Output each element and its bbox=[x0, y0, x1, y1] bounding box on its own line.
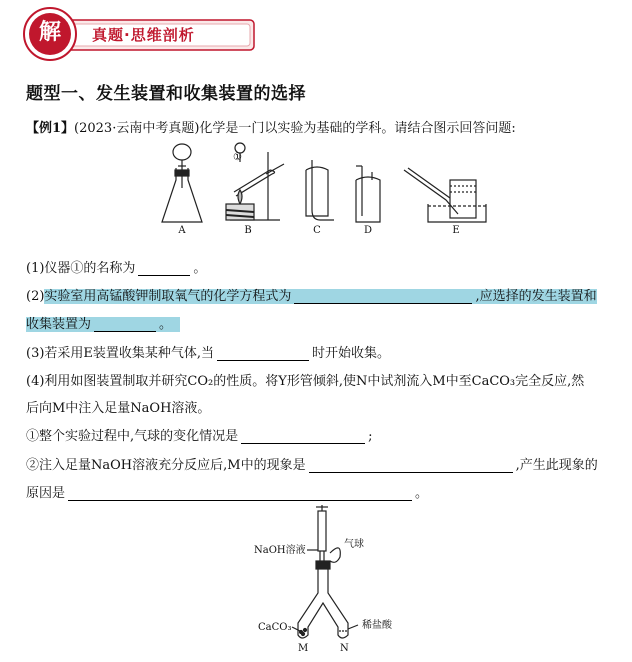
label-caco3: CaCO₃ bbox=[258, 622, 292, 633]
banner-badge: 解 bbox=[38, 20, 61, 45]
question-2-line2 bbox=[26, 313, 180, 332]
q2-text: 实验室用高锰酸钾制取氧气的化学方程式为 bbox=[44, 289, 292, 304]
example-text: 化学是一门以实验为基础的学科。请结合图示回答问题: bbox=[199, 121, 516, 136]
q1-answer-blank[interactable] bbox=[138, 261, 190, 276]
example-intro bbox=[26, 117, 516, 136]
q2-equation-blank[interactable] bbox=[294, 289, 472, 304]
example-source: (2023·云南中考真题) bbox=[74, 121, 200, 136]
question-4b bbox=[26, 454, 598, 473]
apparatus-label-b: B bbox=[244, 225, 252, 235]
question-4-line1: (4)利用如图装置制取并研究CO₂的性质。将Y形管倾斜,使N中试剂流入M中至CaCO₃完全反应,然 bbox=[26, 374, 585, 389]
banner-title: 真题·思维剖析 bbox=[92, 26, 195, 44]
apparatus-label-c: C bbox=[313, 225, 321, 235]
q2-mid: ,应选择的发生装置和 bbox=[475, 289, 597, 304]
apparatus-d bbox=[356, 166, 380, 222]
question-4c bbox=[26, 482, 428, 501]
question-1 bbox=[26, 257, 206, 276]
q2-collect-blank[interactable] bbox=[94, 317, 156, 332]
q4a-text: ①整个实验过程中,气球的变化情况是 bbox=[26, 429, 239, 444]
example-tag: 【例1】 bbox=[26, 121, 75, 136]
q2-prefix: (2) bbox=[26, 289, 45, 304]
q2-end: 。 bbox=[159, 317, 173, 332]
q4b-text: ②注入足量NaOH溶液充分反应后,M中的现象是 bbox=[26, 458, 306, 473]
q4c-end: 。 bbox=[415, 486, 429, 501]
apparatus-figure bbox=[150, 140, 490, 235]
q2-highlight bbox=[44, 289, 596, 304]
q2-line2: 收集装置为 bbox=[26, 317, 92, 332]
apparatus-label-e: E bbox=[452, 225, 460, 235]
y-tube-figure bbox=[250, 505, 410, 655]
label-hcl: 稀盐酸 bbox=[362, 620, 392, 631]
q3-end: 时开始收集。 bbox=[312, 346, 391, 361]
label-n: N bbox=[340, 643, 349, 654]
q1-end: 。 bbox=[193, 261, 207, 276]
q4a-end: ; bbox=[368, 429, 373, 444]
question-4a bbox=[26, 425, 373, 444]
question-2 bbox=[26, 285, 597, 304]
label-naoh: NaOH溶液 bbox=[254, 545, 306, 556]
q4a-answer-blank[interactable] bbox=[241, 429, 365, 444]
section-title: 题型一、发生装置和收集装置的选择 bbox=[26, 84, 306, 104]
apparatus-label-d: D bbox=[363, 225, 373, 235]
q1-text: (1)仪器①的名称为 bbox=[26, 261, 136, 276]
apparatus-c bbox=[306, 160, 334, 220]
label-balloon: 气球 bbox=[344, 539, 364, 550]
q3-text: (3)若采用E装置收集某种气体,当 bbox=[26, 346, 215, 361]
question-4-line2: 后向M中注入足量NaOH溶液。 bbox=[26, 401, 211, 416]
apparatus-e bbox=[404, 168, 486, 222]
apparatus-a bbox=[162, 144, 202, 222]
label-m: M bbox=[298, 643, 309, 654]
apparatus-marker: ① bbox=[233, 152, 242, 163]
q3-answer-blank[interactable] bbox=[217, 346, 309, 361]
q4c-answer-blank[interactable] bbox=[68, 486, 412, 501]
apparatus-label-a: A bbox=[178, 225, 186, 235]
q4b-answer-blank[interactable] bbox=[309, 458, 513, 473]
q2-highlight-line2 bbox=[26, 317, 180, 332]
question-3 bbox=[26, 342, 390, 361]
q4b-mid: ,产生此现象的 bbox=[515, 458, 598, 473]
q4c-text: 原因是 bbox=[26, 486, 66, 501]
